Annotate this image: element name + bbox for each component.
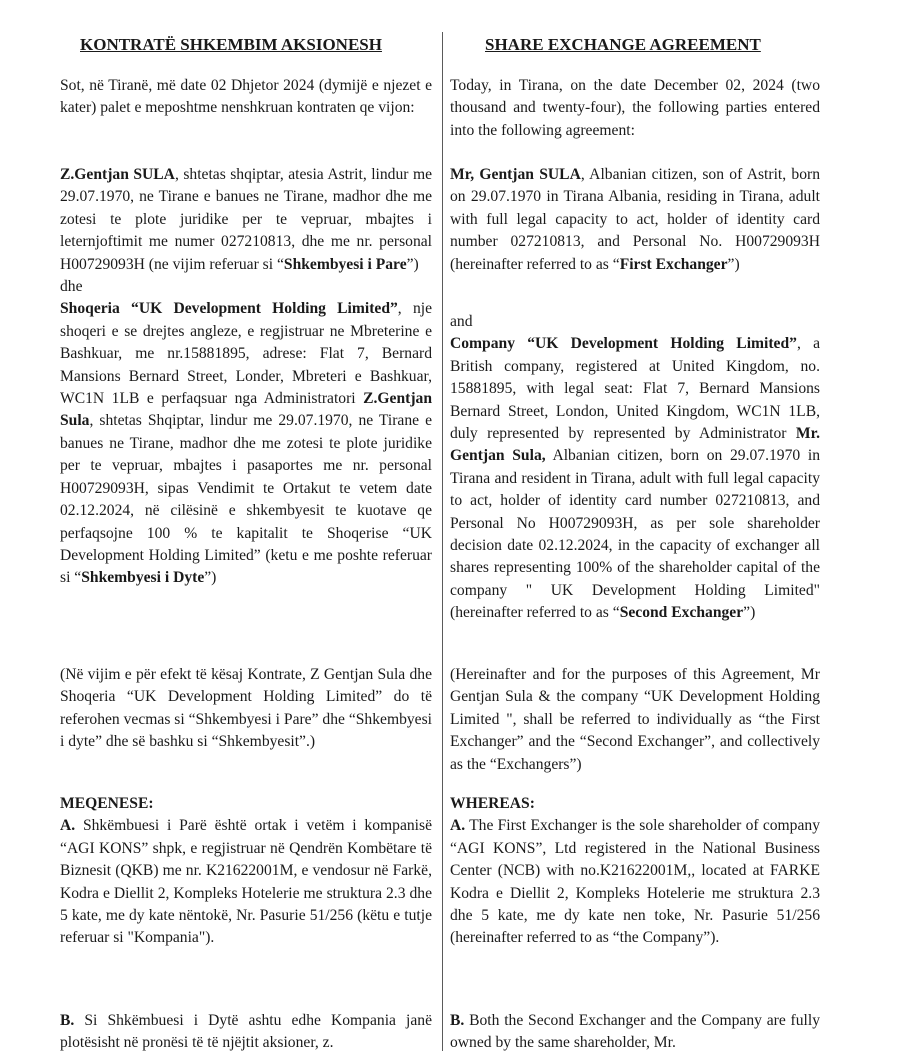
whereas-heading: MEQENESE:: [60, 795, 154, 812]
albanian-intro: Sot, në Tiranë, më date 02 Dhjetor 2024 (dymijë e njezet e kater) palet e meposhtme nenshkruan kontraten qe vijon:: [60, 77, 432, 117]
party-2-name: Company “UK Development Holding Limited”: [450, 335, 797, 353]
party-2-admin: Mr. Gentjan Sula,: [450, 425, 820, 465]
party-1-ref: Shkembyesi i Pare: [283, 255, 407, 273]
albanian-clause-b: B. Si Shkëmbuesi i Dytë ashtu edhe Kompania janë plotësisht në pronësi të të njëjtit aksioner, z.: [60, 1012, 432, 1052]
whereas-heading: WHEREAS:: [450, 795, 535, 812]
party-1-ref: First Exchanger: [619, 255, 728, 273]
english-intro: Today, in Tirana, on the date December 02, 2024 (two thousand and twenty-four), the following parties entered into the following agreement:: [450, 77, 820, 139]
albanian-title: KONTRATË SHKEMBIM AKSIONESH: [80, 35, 382, 54]
albanian-party-1: Z.Gentjan SULA, shtetas shqiptar, atesia Astrit, lindur me 29.07.1970, ne Tirane e banues ne Tirane, madhor dhe me zotesi te plote juridike per te vepruar, mbajtes i leternjoftimit me numer 027210813, dhe me nr. personal H00729093H (ne vijim referuar si “Shkembyesi i Pare”) dhe Shoqeria “UK Development Holding Limited”, nje shoqeri e se drejtes angleze, e regjistruar ne Mbreterine e Bashkuar, me nr.15881895, adrese: Flat 7, Bernard Mansions Bernard Street, Londer, Mbreteri e Bashkuar, WC1N 1LB e perfaqsuar nga Administratori Z.Gentjan Sula, shtetas Shqiptar, lindur me 29.07.1970, ne Tirane e banues ne Tirane, madhor dhe me zotesi te plote juridike per te vepruar, mbajtes i pasaportes me nr. personal H00729093H, sipas Vendimit te Ortakut te vetem date 02.12.2024, në cilësinë e shkembyesit te kuotave qe perfaqsojne 100 % te kapitalit te Shoqerise “UK Development Holding Limited” (ketu e me poshte referuar si “Shkembyesi i Dyte”): [60, 166, 432, 587]
party-2-name: Shoqeria “UK Development Holding Limited”: [60, 300, 398, 318]
conjunction: dhe: [60, 278, 83, 296]
party-1-name: Z.Gentjan SULA: [60, 166, 175, 183]
albanian-whereas: MEQENESE: A. Shkëmbuesi i Parë është ortak i vetëm i kompanisë “AGI KONS” shpk, e regjistruar në Qendrën Kombëtare të Biznesit (QKB) me nr. K21622001M, e vendosur në Farkë, Kodra e Diellit 2, Kompleks Hotelerie me struktura 2.3 dhe 5 kate, me dy kate nëntokë, Nr. Pasurie 51/256 (këtu e tutje referuar si "Kompania").: [60, 795, 432, 947]
party-2-ref: Second Exchanger: [619, 604, 744, 622]
party-2-ref: Shkembyesi i Dyte: [81, 569, 205, 587]
conjunction: and: [450, 313, 473, 330]
party-2-admin: Z.Gentjan Sula: [60, 390, 432, 430]
english-whereas: WHEREAS: A. The First Exchanger is the sole shareholder of company “AGI KONS”, Ltd registered in the National Business Center (NCB) with no.K21622001M,, located at FARKE Kodra e Diellit 2, Kompleks Hotelerie me struktura 2.3 dhe 5 kate, me dy kate nen toke, Nr. Pasurie 51/256 (hereinafter referred to as “the Company”).: [450, 795, 820, 947]
party-1-name: Mr, Gentjan SULA: [450, 166, 581, 183]
column-divider: [442, 32, 443, 1051]
english-party-2: and Company “UK Development Holding Limited”, a British company, registered at United Kingdom, no. 15881895, with legal seat: Flat 7, Bernard Mansions Bernard Street, London, United Kingdom, WC1N 1LB, duly represented by represented by Administrator Mr. Gentjan Sula, Albanian citizen, born on 29.07.1970 in Tirana and resident in Tirana, adult with full legal capacity to act, holder of identity card number 027210813, and Personal No H00729093H, as per sole shareholder decision date 02.12.2024, in the capacity of exchanger all shares representing 100% of the shareholder capital of the company " UK Development Holding Limited" (hereinafter referred to as “Second Exchanger”): [450, 313, 821, 622]
english-party-1: Mr, Gentjan SULA, Albanian citizen, son of Astrit, born on 29.07.1970 in Tirana Albania, residing in Tirana, adult with full legal capacity to act, holder of identity card number 027210813, and Personal No. H00729093H (hereinafter referred to as “First Exchanger”): [450, 166, 821, 273]
english-title: SHARE EXCHANGE AGREEMENT: [485, 35, 761, 54]
english-clause-b: B. Both the Second Exchanger and the Company are fully owned by the same shareholder, Mr.: [450, 1012, 820, 1052]
albanian-collective-note: (Në vijim e për efekt të kësaj Kontrate, Z Gentjan Sula dhe Shoqeria “UK Development Holding Limited” do të referohen vecmas si “Shkembyesi i Pare” dhe “Shkembyesi i dyte” dhe së bashku si “Shkembyesit”.): [60, 666, 432, 751]
english-collective-note: (Hereinafter and for the purposes of this Agreement, Mr Gentjan Sula & the company “UK Development Holding Limited ", shall be referred to individually as “the First Exchanger” and the “Second Exchanger”, and collectively as the “Exchangers”): [450, 666, 820, 773]
